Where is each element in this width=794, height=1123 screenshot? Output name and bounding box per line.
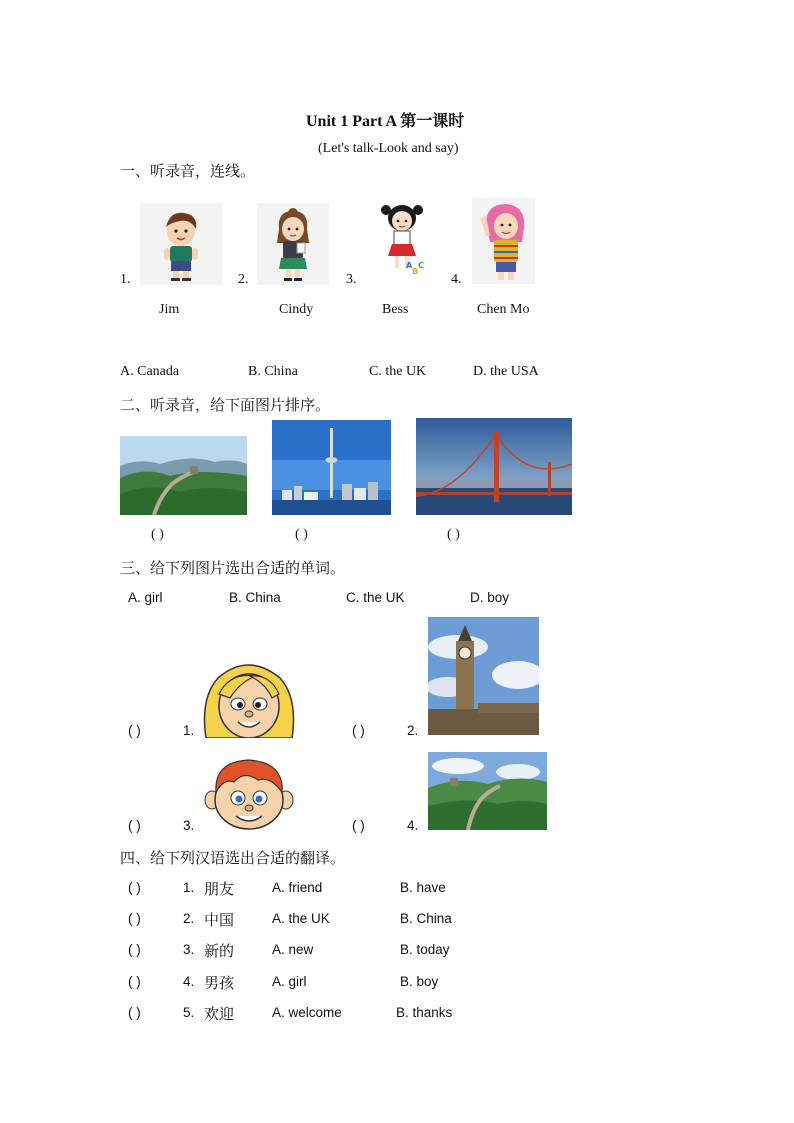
page-title: Unit 1 Part A 第一课时	[306, 113, 465, 130]
great-wall-photo-small	[428, 752, 547, 830]
answer-blank[interactable]: ( )	[128, 818, 141, 833]
svg-text:C: C	[418, 261, 424, 270]
svg-text:B: B	[412, 267, 419, 276]
option-b: B. China	[400, 911, 452, 926]
item-number: 4.	[407, 818, 419, 833]
answer-blank[interactable]: ( )	[128, 880, 141, 895]
country-option: C. the UK	[369, 364, 427, 379]
boy-face-image	[204, 756, 294, 830]
name-label: Jim	[159, 302, 180, 317]
great-wall-photo	[120, 436, 247, 515]
option-a: A. girl	[272, 974, 307, 989]
cn-tower-photo	[272, 420, 391, 515]
answer-blank[interactable]: ( )	[128, 974, 141, 989]
item-number: 2.	[238, 272, 249, 287]
section-3-heading: 三、给下列图片选出合适的单词。	[120, 559, 346, 577]
answer-blank[interactable]: ( )	[128, 723, 141, 738]
option-b: B. have	[400, 880, 446, 895]
girl-face-image	[200, 658, 298, 738]
item-number: 3.	[183, 818, 195, 833]
item-number: 3.	[346, 272, 357, 287]
item-number: 4.	[451, 272, 462, 287]
girl-cindy-image	[257, 203, 329, 285]
order-blank[interactable]: ( )	[151, 527, 164, 542]
option-a: A. friend	[272, 880, 323, 895]
word-option: B. China	[229, 590, 281, 605]
section-4-heading: 四、给下列汉语选出合适的翻译。	[120, 849, 346, 867]
chinese-word: 中国	[204, 911, 235, 929]
answer-blank[interactable]: ( )	[352, 723, 365, 738]
chinese-word: 新的	[204, 942, 235, 960]
answer-blank[interactable]: ( )	[128, 942, 141, 957]
item-number: 3.	[183, 942, 195, 957]
section-2-heading: 二、听录音，给下面图片排序。	[120, 396, 331, 414]
item-number: 1.	[183, 880, 195, 895]
answer-blank[interactable]: ( )	[128, 1005, 141, 1020]
country-option: A. Canada	[120, 364, 180, 379]
word-option: D. boy	[470, 590, 510, 605]
big-ben-photo	[428, 617, 539, 735]
boy-jim-image	[140, 203, 222, 285]
name-label: Cindy	[279, 302, 314, 317]
name-label: Chen Mo	[477, 302, 530, 317]
word-option: A. girl	[128, 590, 163, 605]
option-b: B. boy	[400, 974, 439, 989]
answer-blank[interactable]: ( )	[352, 818, 365, 833]
item-number: 5.	[183, 1005, 195, 1020]
answer-blank[interactable]: ( )	[128, 911, 141, 926]
option-a: A. the UK	[272, 911, 330, 926]
word-option: C. the UK	[346, 590, 405, 605]
girl-bess-image	[376, 198, 428, 278]
chinese-word: 欢迎	[204, 1005, 235, 1023]
order-blank[interactable]: ( )	[447, 527, 460, 542]
page-subtitle: (Let's talk-Look and say)	[318, 141, 459, 156]
item-number: 2.	[183, 911, 195, 926]
item-number: 1.	[120, 272, 131, 287]
country-option: B. China	[248, 364, 298, 379]
chinese-word: 男孩	[204, 974, 235, 992]
country-option: D. the USA	[473, 364, 539, 379]
item-number: 1.	[183, 723, 195, 738]
order-blank[interactable]: ( )	[295, 527, 308, 542]
option-a: A. welcome	[272, 1005, 342, 1020]
option-b: B. today	[400, 942, 450, 957]
option-a: A. new	[272, 942, 314, 957]
option-b: B. thanks	[396, 1005, 453, 1020]
golden-gate-photo	[416, 418, 572, 515]
section-1-heading: 一、听录音，连线。	[120, 162, 256, 180]
item-number: 2.	[407, 723, 419, 738]
girl-chen-mo-image	[472, 198, 535, 284]
name-label: Bess	[382, 302, 409, 317]
item-number: 4.	[183, 974, 195, 989]
chinese-word: 朋友	[204, 880, 235, 898]
svg-text:A: A	[406, 261, 413, 270]
